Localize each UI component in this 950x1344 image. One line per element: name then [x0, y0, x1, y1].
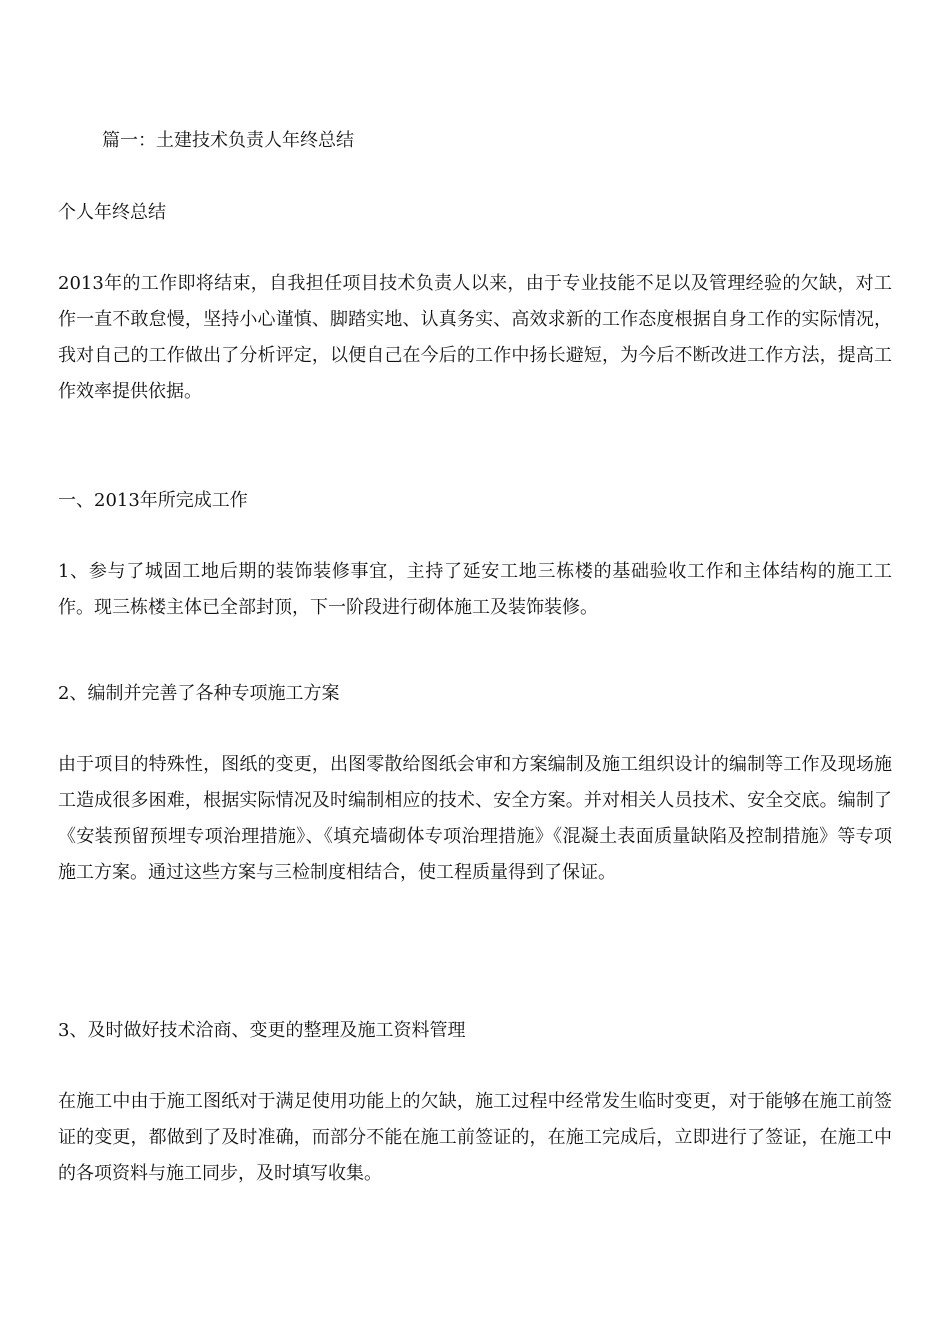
section-1-heading: 一、2013年所完成工作: [58, 490, 248, 511]
item-1-paragraph: 1、参与了城固工地后期的装饰装修事宜，主持了延安工地三栋楼的基础验收工作和主体结构的施工工作。现三栋楼主体已全部封顶，下一阶段进行砌体施工及装饰装修。: [58, 561, 892, 618]
document-subtitle: 个人年终总结: [58, 202, 166, 223]
item-3-heading: 3、及时做好技术洽商、变更的整理及施工资料管理: [58, 1020, 466, 1041]
item-2-paragraph: 由于项目的特殊性，图纸的变更，出图零散给图纸会审和方案编制及施工组织设计的编制等工作及现场施工造成很多困难，根据实际情况及时编制相应的技术、安全方案。并对相关人员技术、安全交底。编制了《安装预留预埋专项治理措施》、《填充墙砌体专项治理措施》《混凝土表面质量缺陷及控制措施》等专项施工方案。通过这些方案与三检制度相结合，使工程质量得到了保证。: [58, 754, 892, 883]
item-3-paragraph: 在施工中由于施工图纸对于满足使用功能上的欠缺，施工过程中经常发生临时变更，对于能够在施工前签证的变更，都做到了及时准确，而部分不能在施工前签证的，在施工完成后，立即进行了签证，在施工中的各项资料与施工同步，及时填写收集。: [58, 1091, 892, 1184]
intro-paragraph: 2013年的工作即将结束，自我担任项目技术负责人以来，由于专业技能不足以及管理经验的欠缺，对工作一直不敢怠慢，坚持小心谨慎、脚踏实地、认真务实、高效求新的工作态度根据自身工作的实际情况，我对自己的工作做出了分析评定，以便自己在今后的工作中扬长避短，为今后不断改进工作方法，提高工作效率提供依据。: [58, 273, 892, 402]
item-2-heading: 2、编制并完善了各种专项施工方案: [58, 683, 340, 704]
document-title: 篇一：土建技术负责人年终总结: [102, 130, 354, 151]
